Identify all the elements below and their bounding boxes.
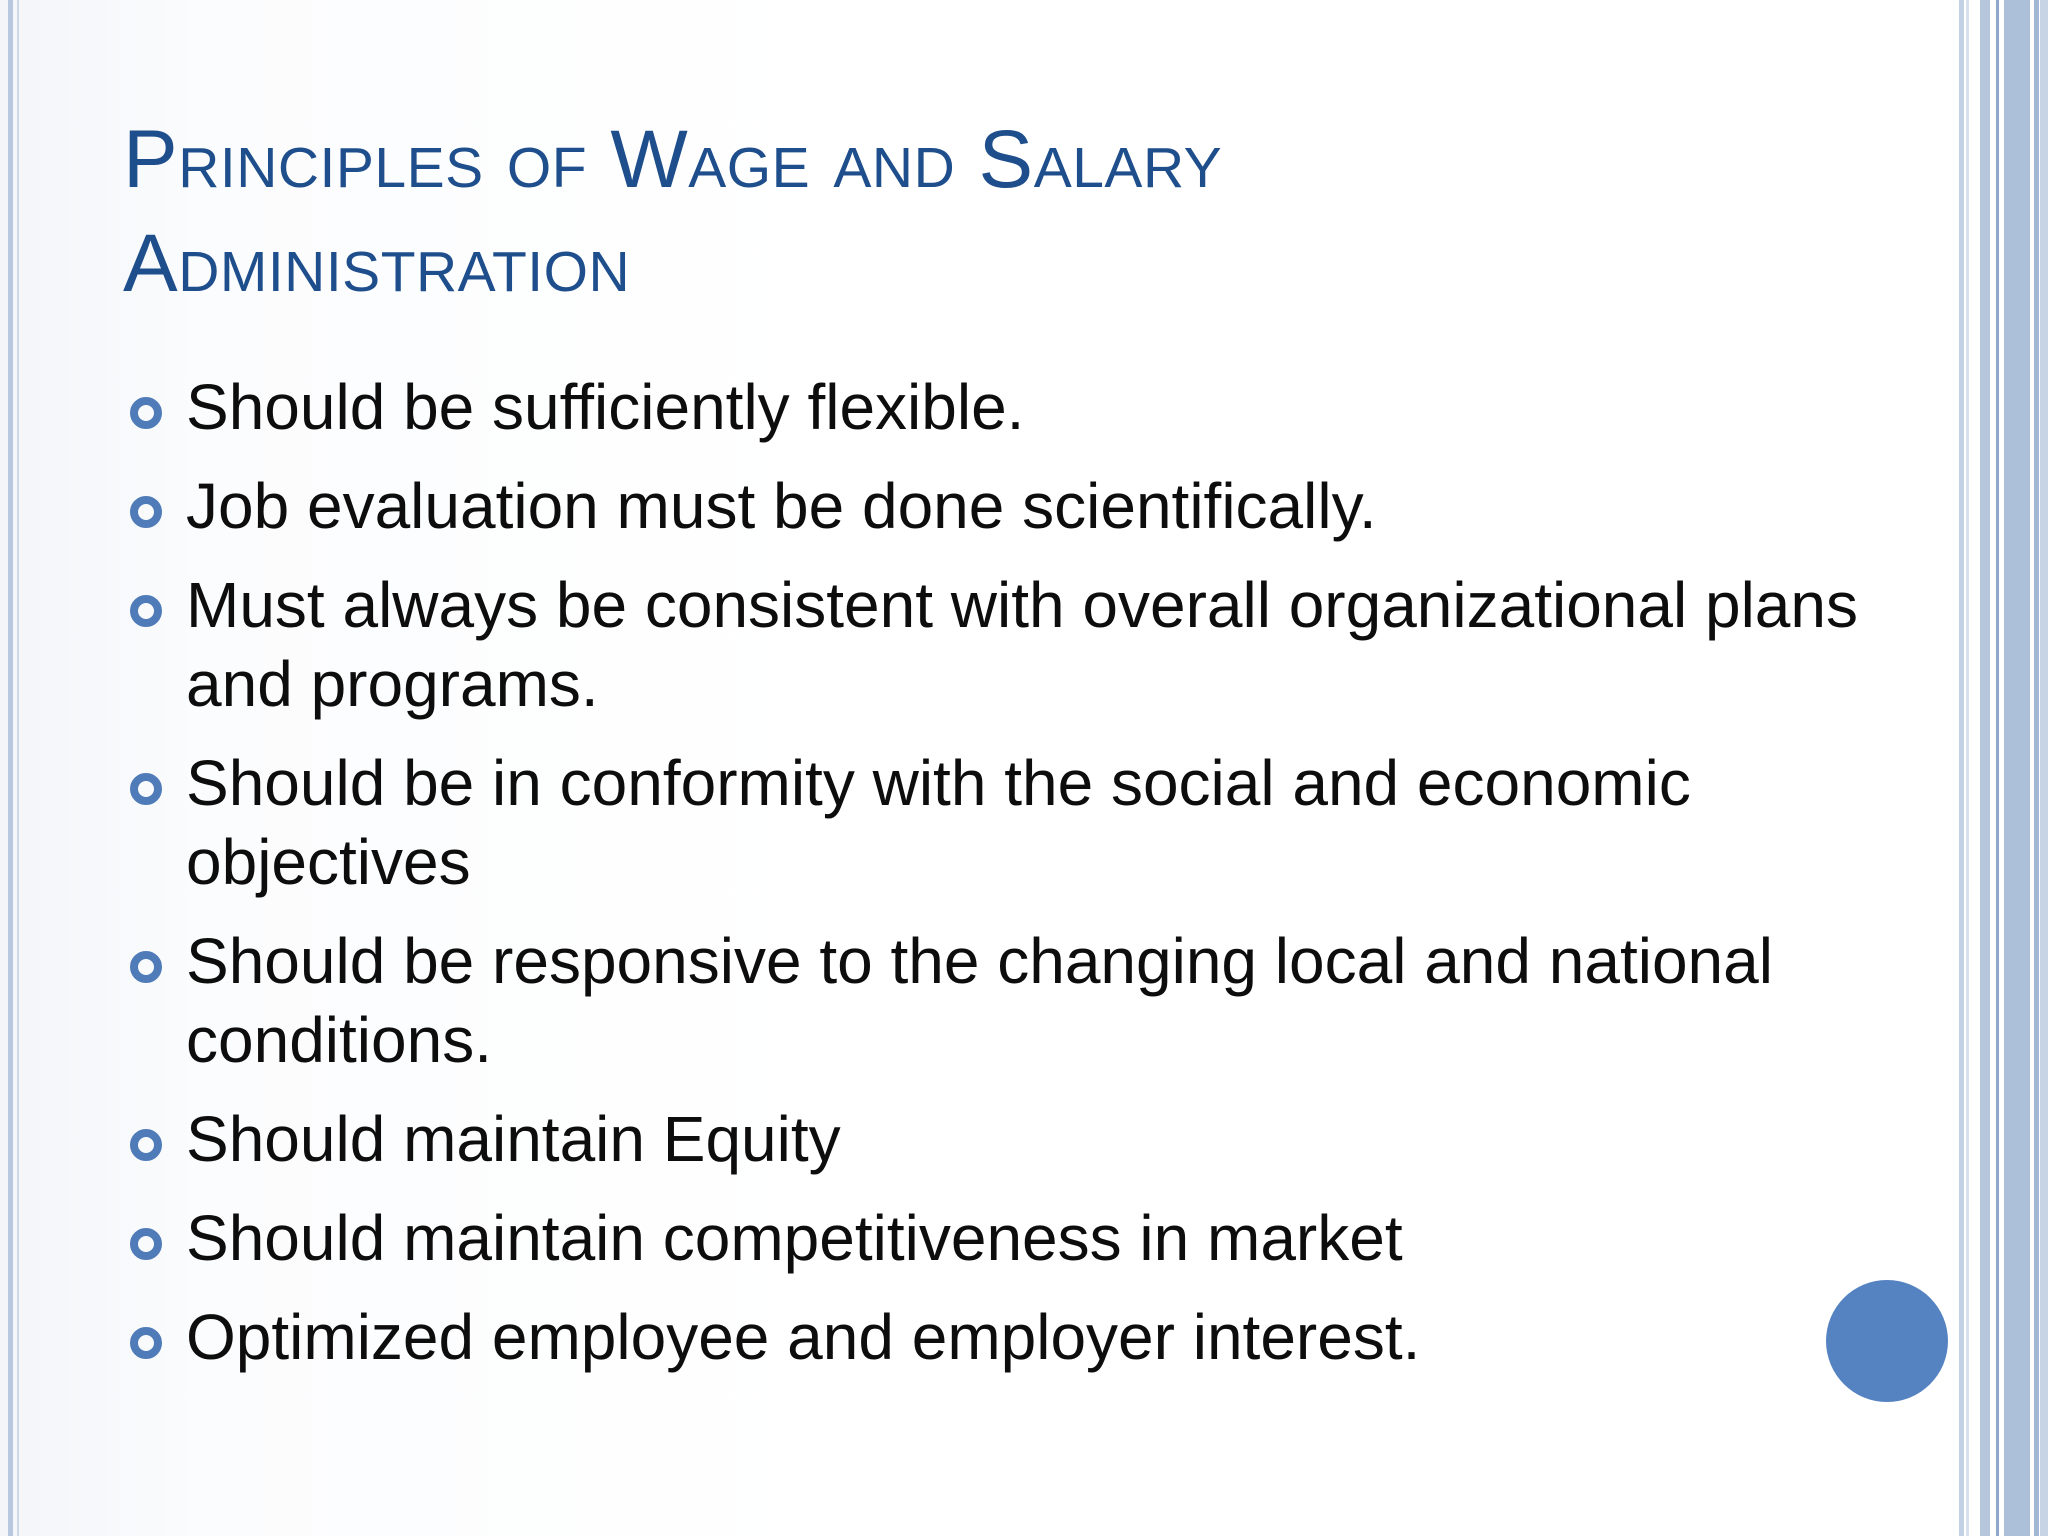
hollow-circle-icon <box>130 1129 162 1161</box>
right-border-stripe <box>1959 0 1964 1536</box>
list-item <box>128 1298 1928 1377</box>
slide-title-line-2: Administration <box>123 218 631 309</box>
bullet-list <box>128 368 1928 1397</box>
slide-title <box>123 108 1903 316</box>
right-border-stripe <box>2004 0 2030 1536</box>
bullet-text: Should be responsive to the changing local and national conditions. <box>186 925 1773 1076</box>
list-item <box>128 566 1928 724</box>
slide-title-line-1: Principles of Wage and Salary <box>123 114 1223 205</box>
list-item <box>128 922 1928 1080</box>
hollow-circle-icon <box>130 1228 162 1260</box>
left-border-line <box>8 0 13 1536</box>
hollow-circle-icon <box>130 496 162 528</box>
hollow-circle-icon <box>130 951 162 983</box>
hollow-circle-icon <box>130 773 162 805</box>
hollow-circle-icon <box>130 397 162 429</box>
list-item <box>128 744 1928 902</box>
bullet-text: Should be in conformity with the social and economic objectives <box>186 747 1691 898</box>
bullet-text: Should maintain competitiveness in market <box>186 1202 1403 1274</box>
bullet-text: Must always be consistent with overall organizational plans and programs. <box>186 569 1858 720</box>
list-item <box>128 1100 1928 1179</box>
list-item <box>128 467 1928 546</box>
bullet-text: Should maintain Equity <box>186 1103 841 1175</box>
list-item <box>128 1199 1928 1278</box>
hollow-circle-icon <box>130 595 162 627</box>
right-border-stripe <box>1980 0 1990 1536</box>
list-item <box>128 368 1928 447</box>
right-border-stripe <box>2034 0 2039 1536</box>
hollow-circle-icon <box>130 1327 162 1359</box>
bullet-text: Optimized employee and employer interest. <box>186 1301 1421 1373</box>
right-border-stripe <box>1996 0 1999 1536</box>
right-border-stripe <box>2040 0 2048 1536</box>
left-border-line-thin <box>17 0 19 1536</box>
decorative-circle <box>1826 1280 1948 1402</box>
right-border-stripe <box>1966 0 1969 1536</box>
bullet-text: Job evaluation must be done scientifically. <box>186 470 1377 542</box>
bullet-text: Should be sufficiently flexible. <box>186 371 1025 443</box>
